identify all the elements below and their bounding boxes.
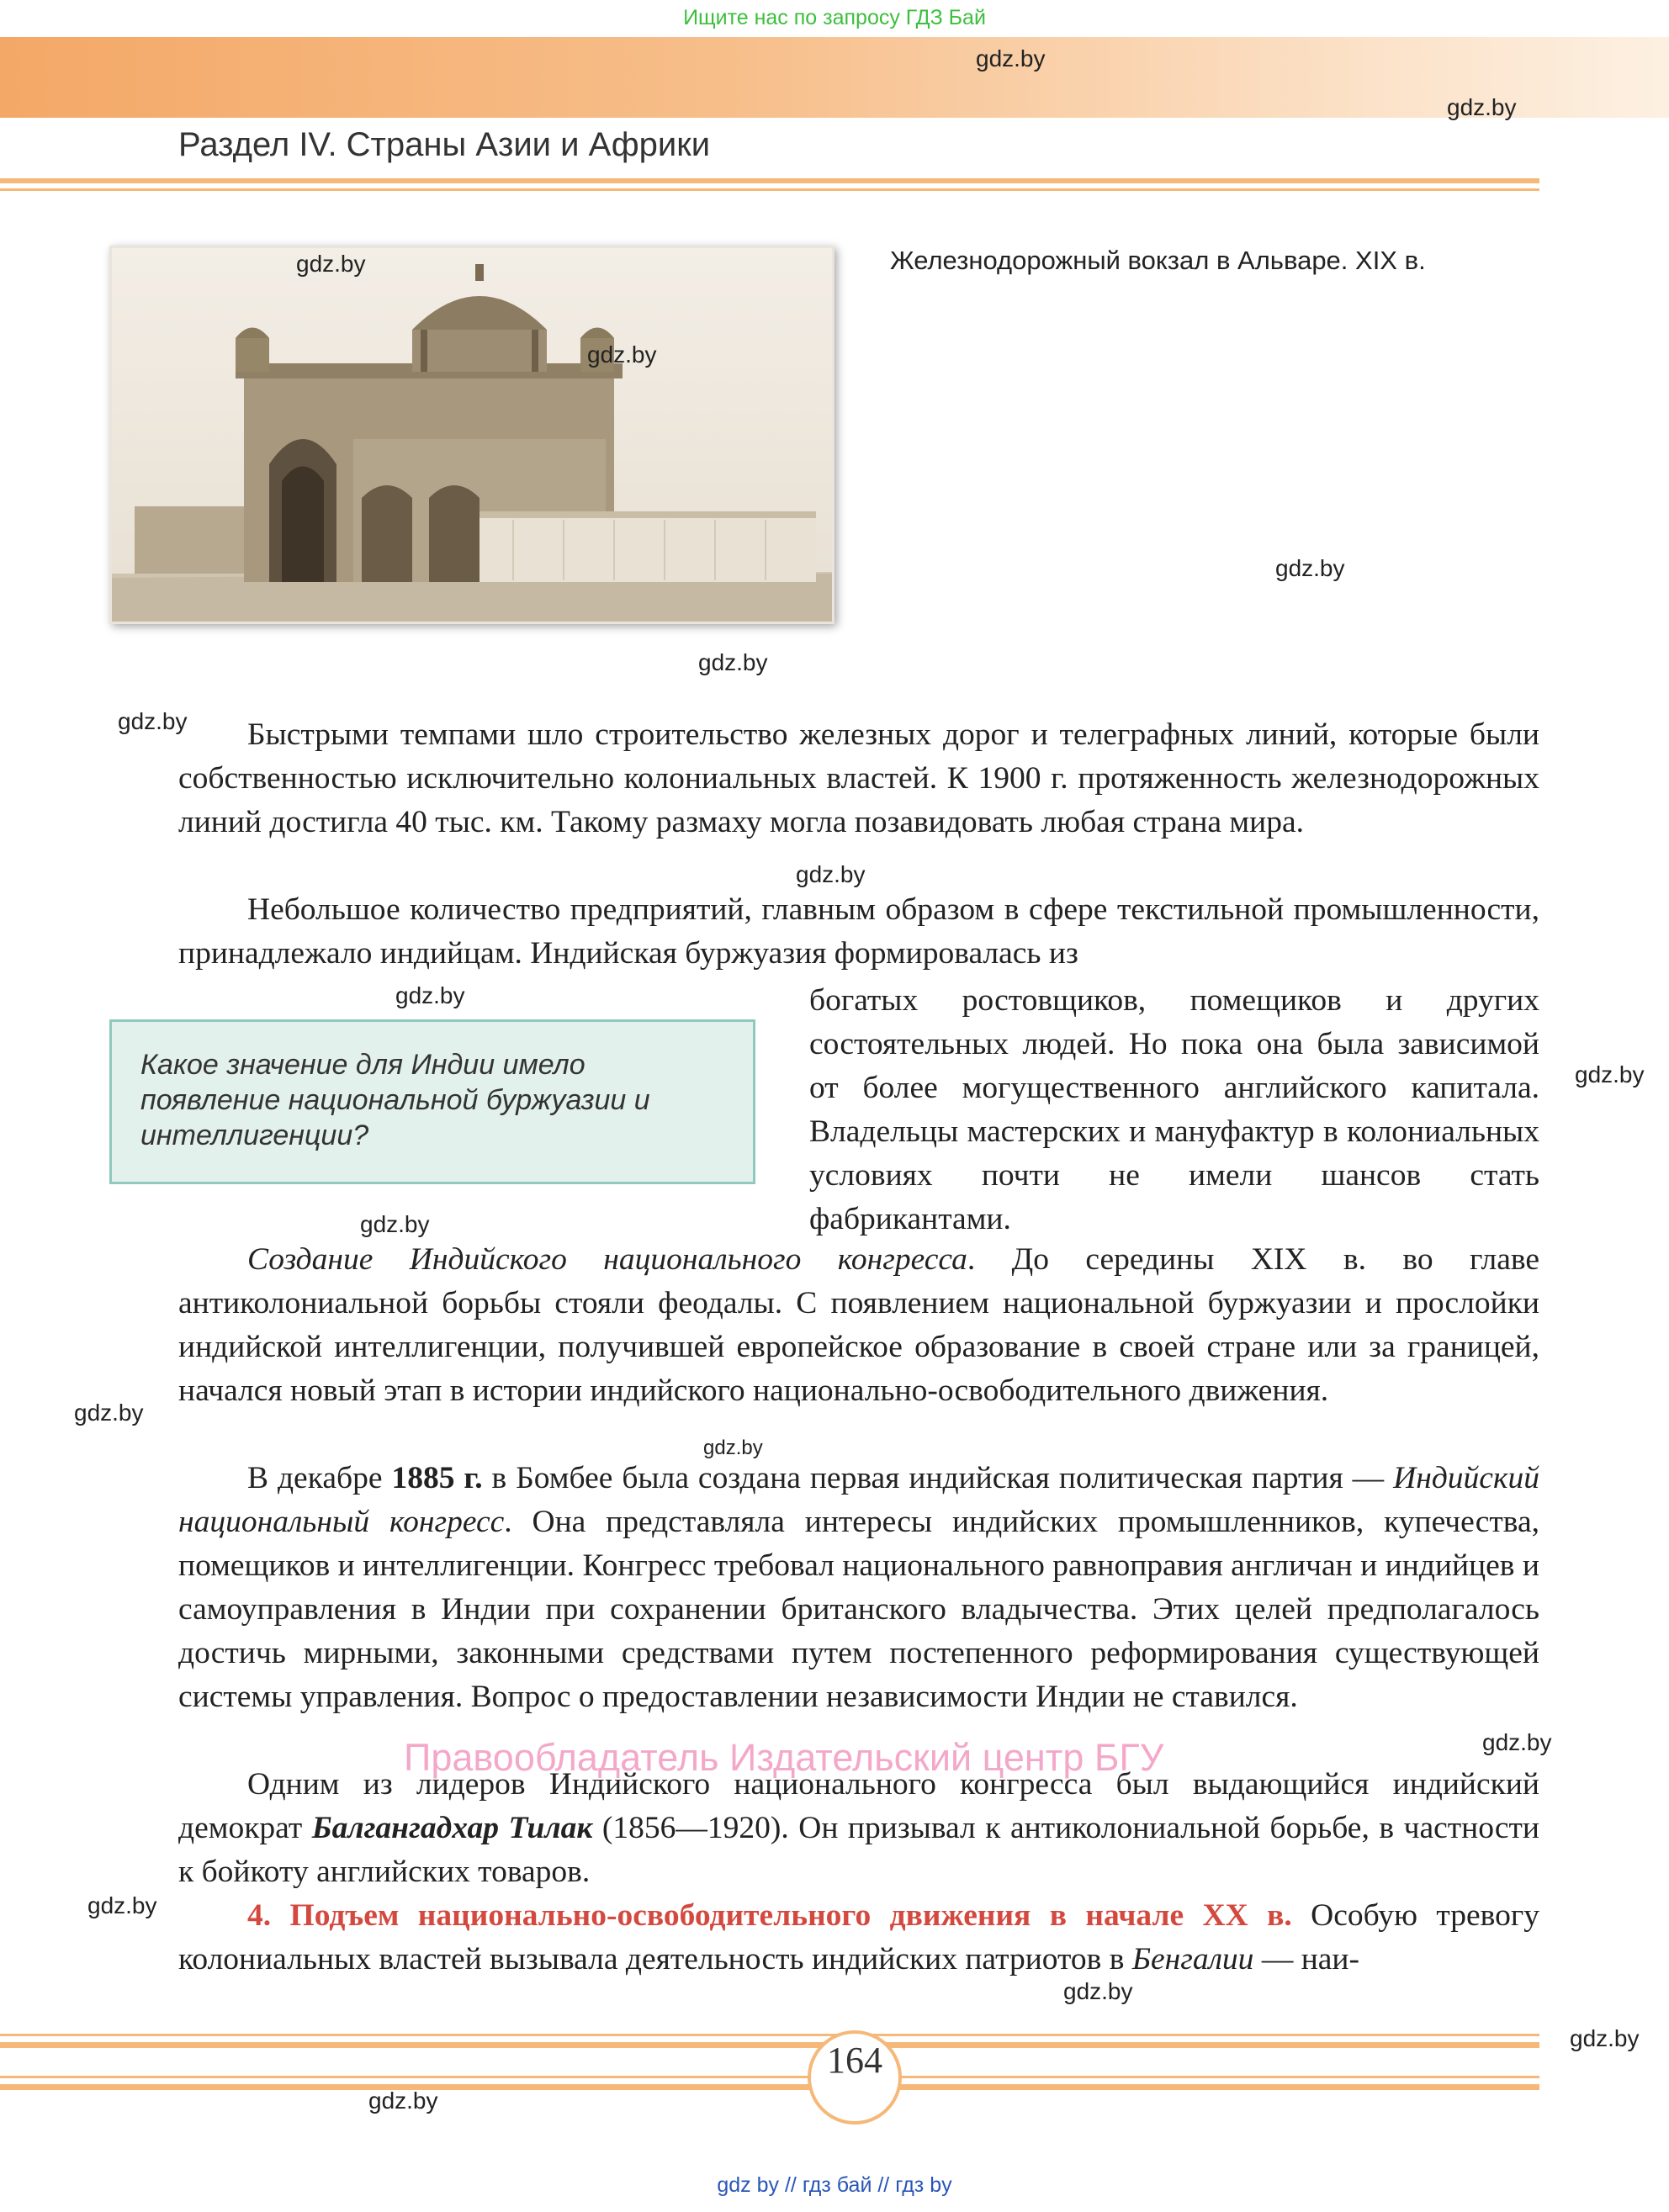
text-fragment: Особую тревогу колониальных властей вызывала деятельность индийских патриотов в — [178, 1898, 1539, 1977]
text-fragment: В декабре — [247, 1461, 392, 1495]
watermark: gdz.by — [74, 1400, 144, 1426]
watermark: gdz.by — [1482, 1729, 1552, 1755]
section-heading: 4. Подъем национально-освободительного движения в начале XX в. — [247, 1898, 1292, 1933]
watermark: gdz.by — [368, 2088, 438, 2114]
paragraph-text: Быстрыми темпами шло строительство железных дорог и телеграфных линий, которые были собственностью исключительно колониальных властей. К 1900 г. протяженность железнодорожных линий достигла 40 тыс. км. Такому размаху могла позавидовать любая страна мира. — [178, 717, 1539, 839]
watermark: gdz.by — [796, 861, 866, 887]
watermark: gdz.by — [296, 251, 366, 277]
paragraph-text — [178, 1238, 1539, 1413]
header-band — [0, 37, 1669, 118]
paragraph-text: Небольшое количество предприятий, главным образом в сфере текстильной промышленности, принадлежало индийцам. Индийская буржуазия формировалась из — [178, 892, 1539, 971]
railway-station-photo — [109, 246, 834, 624]
paragraph-text — [178, 1894, 1539, 1982]
rights-overlay: Правообладатель Издательский центр БГУ — [404, 1736, 1164, 1779]
italic-lead: Создание Индийского национального конгресса — [247, 1242, 967, 1277]
paragraph-railways — [178, 713, 1539, 844]
text-fragment: Одним из лидеров Индийского национального конгресса был выдающийся индийский демократ — [178, 1767, 1539, 1845]
text-fragment: — наи- — [1253, 1942, 1359, 1977]
watermark: gdz.by — [1575, 1061, 1645, 1087]
watermark: gdz.by — [118, 708, 188, 734]
footer-rule-3 — [0, 2076, 1539, 2078]
watermark: gdz.by — [976, 45, 1046, 71]
watermark: gdz.by — [703, 1437, 763, 1459]
watermark: gdz.by — [1275, 555, 1345, 581]
paragraph-section-4 — [178, 1894, 1539, 1982]
paragraph-congress-creation — [178, 1238, 1539, 1413]
text-fragment: (1856—1920). Он призывал к антиколониальной борьбе, в частности к бойкоту английских товаров. — [178, 1811, 1539, 1889]
paragraph-text — [178, 1457, 1539, 1719]
paragraph-tilak — [178, 1763, 1539, 1894]
watermark: gdz.by — [1063, 1978, 1133, 2004]
year-bold: 1885 г. — [391, 1461, 483, 1495]
text-fragment: в Бомбее была создана первая индийская политическая партия — — [482, 1461, 1394, 1495]
watermark: gdz.by — [1447, 94, 1517, 120]
watermark: gdz.by — [698, 649, 768, 675]
watermark: gdz.by — [587, 341, 657, 368]
header-rule-bottom — [0, 188, 1539, 191]
section-title: Раздел IV. Страны Азии и Африки — [178, 126, 711, 163]
paragraph-enterprises-continued: богатых ростовщиков, помещиков и других состоятельных людей. Но пока она была зависимой от более могущественного английского капитала. Владельцы мастерских и мануфактур в колониальных условиях почти не имели шансов стать фабрикантами. — [809, 983, 1539, 1236]
watermark: gdz.by — [395, 982, 465, 1008]
footer-rule-2 — [0, 2042, 1539, 2048]
watermark: gdz.by — [360, 1211, 430, 1237]
bottom-links[interactable]: gdz by // гдз бай // гдз by — [717, 2173, 952, 2197]
text-fragment: . Она представляла интересы индийских промышленников, купечества, помещиков и интеллигенции. Конгресс требовал национального равноправия англичан и индийцев и самоуправления в Индии при сохранении британского владычества. Этих целей предполагалось достичь мирными, законными средствами путем постепенного реформирования существующей системы управления. Вопрос о предоставлении независимости Индии не ставился. — [178, 1505, 1539, 1714]
figure-caption: Железнодорожный вокзал в Альваре. XIX в. — [890, 246, 1426, 275]
party-name: Индийский национальный конгресс — [178, 1461, 1539, 1539]
watermark: gdz.by — [1570, 2025, 1640, 2051]
watermark: gdz.by — [87, 1892, 157, 1918]
top-search-banner[interactable]: Ищите нас по запросу ГДЗ Бай — [683, 6, 986, 29]
paragraph-text — [178, 1763, 1539, 1894]
footer-rule-1 — [0, 2034, 1539, 2036]
page-number: 164 — [827, 2040, 882, 2081]
place-name: Бенгалии — [1131, 1942, 1254, 1977]
paragraph-rest: . До середины XIX в. во главе антиколониальной борьбы стояли феодалы. С появлением национальной буржуазии и прослойки индийской интеллигенции, получившей европейское образование в своей стране или за границей, начался новый этап в истории индийского национально-освободительного движения. — [178, 1242, 1539, 1408]
paragraph-enterprises — [178, 888, 1539, 976]
person-name: Балгангадхар Тилак — [311, 1811, 593, 1845]
paragraph-congress-founding — [178, 1457, 1539, 1719]
question-box: Какое значение для Индии имело появление национальной буржуазии и интеллигенции? — [109, 1019, 755, 1184]
header-rule-top — [0, 178, 1539, 183]
footer-rule-4 — [0, 2084, 1539, 2090]
